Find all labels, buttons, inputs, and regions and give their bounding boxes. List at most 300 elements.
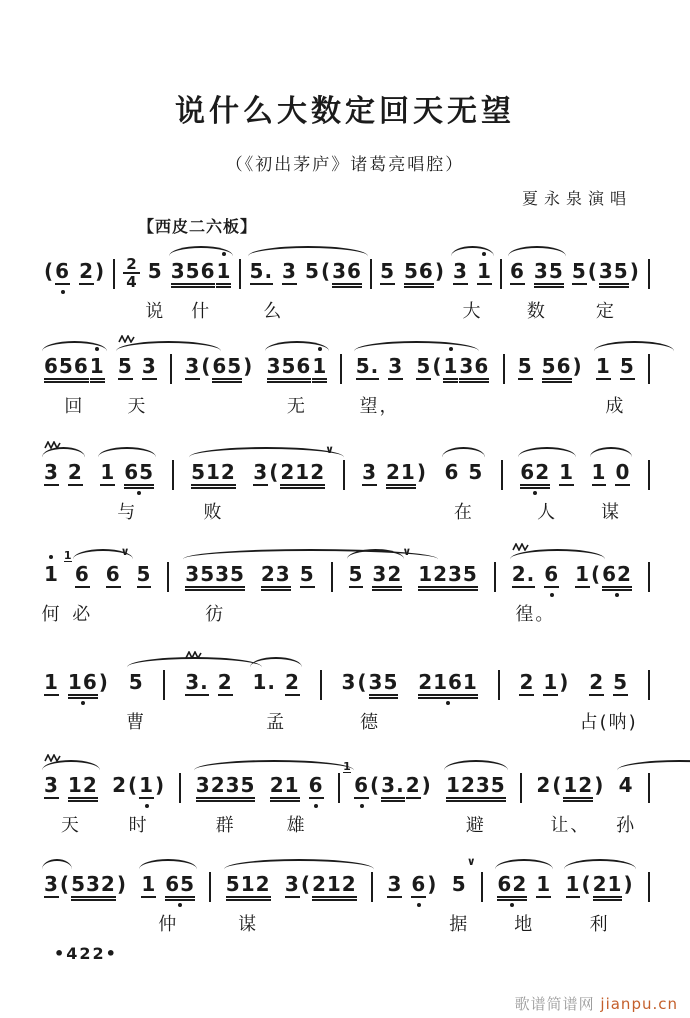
note-part: 62 <box>497 872 527 898</box>
note-group <box>105 545 130 588</box>
lyric: 成 <box>605 396 626 417</box>
lyric: 何 <box>41 604 62 625</box>
note-group <box>112 773 166 836</box>
lyric: 人 <box>537 502 558 523</box>
note-part: 1 <box>141 872 157 896</box>
slur-arc <box>564 859 636 871</box>
beam-line <box>270 800 300 802</box>
beam-line <box>196 800 256 802</box>
note-group <box>185 354 253 380</box>
note-group <box>185 670 232 696</box>
note-part: 3 <box>185 354 201 378</box>
barline <box>498 670 500 700</box>
slur-arc <box>98 447 156 459</box>
barline <box>340 354 342 384</box>
note-part: 5 <box>613 670 629 694</box>
note-part: 1 <box>90 354 105 380</box>
barline <box>503 354 505 384</box>
score-line <box>44 338 650 417</box>
note-part: 5 <box>517 354 533 378</box>
note-part: 1 <box>565 872 581 896</box>
note-group <box>261 562 315 588</box>
mordent-ornament-icon <box>512 543 530 551</box>
note-part: 1 <box>139 773 154 799</box>
lyric: 败 <box>203 502 224 523</box>
note-group <box>341 670 399 733</box>
beam-line <box>68 697 98 699</box>
note-group <box>511 562 560 625</box>
slur-arc <box>594 341 674 353</box>
note-part: 3. <box>381 773 405 799</box>
barline <box>320 670 322 700</box>
note-part: ) <box>94 259 106 283</box>
note-part: ) <box>416 460 427 484</box>
score-line <box>44 757 650 836</box>
lyric: 定 <box>595 301 616 322</box>
note-part: ( <box>269 460 280 484</box>
note-part: 1235 <box>418 562 478 588</box>
note-part: 6 <box>354 773 369 799</box>
score-line <box>44 855 650 935</box>
note-group <box>387 872 437 898</box>
note-part: 356 <box>171 259 216 285</box>
note-part: 3 <box>44 460 59 484</box>
lyric: 时 <box>128 815 149 836</box>
song-subtitle: （《初出茅庐》诸葛亮唱腔） <box>225 155 465 175</box>
note-part: 21 <box>270 773 300 799</box>
score-line <box>41 545 650 625</box>
beam-line <box>404 286 434 288</box>
note-group <box>285 872 357 898</box>
note-part: ( <box>581 872 592 896</box>
note-part: 6 <box>510 259 525 283</box>
barline <box>520 773 522 803</box>
watermark-site-name: 歌谱简谱网 <box>514 995 595 1013</box>
note-part: 5 <box>416 354 432 378</box>
note-group <box>510 259 564 322</box>
octave-dot-below <box>510 903 514 907</box>
note-part: 1. <box>252 670 276 694</box>
note-part: ) <box>629 259 640 283</box>
barline <box>331 562 333 592</box>
note-part: 3 <box>141 354 157 378</box>
octave-dot-below <box>61 290 65 294</box>
watermark-domain: jianpu.cn <box>600 995 678 1013</box>
note-part: 1 <box>536 872 552 896</box>
barline <box>209 872 211 902</box>
octave-dot-below <box>417 903 421 907</box>
barline <box>648 670 650 700</box>
breath-mark-icon: ∨ <box>466 855 476 868</box>
note-part: 2. <box>511 562 536 586</box>
breath-mark-icon: ∨ <box>325 443 335 456</box>
note-group <box>591 460 631 523</box>
beam-line <box>165 899 195 901</box>
note-part: 12 <box>563 773 593 799</box>
slur-arc <box>248 246 368 258</box>
lyric: 德 <box>359 712 380 733</box>
note-part: 212 <box>312 872 357 898</box>
octave-dot-below <box>81 701 85 705</box>
beam-line <box>280 487 325 489</box>
note-part: 56 <box>404 259 434 285</box>
note-part: 3 <box>284 872 300 896</box>
note-part: ) <box>572 354 583 378</box>
note-group <box>44 872 127 898</box>
time-numerator: 2 <box>123 257 139 274</box>
lyric: 孟 <box>266 712 287 733</box>
slur-arc <box>250 657 301 669</box>
note-group <box>44 670 109 696</box>
tune-type-banner: 【西皮二六板】 <box>138 217 258 236</box>
octave-dot-below <box>178 903 182 907</box>
barline <box>172 460 174 490</box>
lyric: 彷 <box>205 604 226 625</box>
beam-line <box>563 800 593 802</box>
beam-line <box>185 589 245 591</box>
note-part: 35 <box>534 259 564 285</box>
note-part: 2161 <box>418 670 478 696</box>
note-group <box>343 760 432 799</box>
note-group <box>44 460 83 486</box>
beam-line <box>216 286 231 288</box>
beam-line <box>312 381 327 383</box>
note-part: 65 <box>124 460 154 486</box>
octave-dot-below <box>446 701 450 705</box>
song-title: 说什么大数定回天无望 <box>175 94 515 129</box>
slur-arc <box>42 859 72 871</box>
slur-arc <box>194 760 354 772</box>
note-part: 212 <box>280 460 325 486</box>
lyric: 数 <box>526 301 547 322</box>
note-part: 65 <box>165 872 195 898</box>
note-part: 6 <box>411 872 426 898</box>
lyric: 雄 <box>286 815 307 836</box>
octave-dot-above <box>482 252 486 256</box>
beam-line <box>386 487 416 489</box>
note-part: 3235 <box>196 773 256 799</box>
note-part: ) <box>427 872 438 896</box>
beam-line <box>418 697 478 699</box>
octave-dot-below <box>615 593 619 597</box>
slur-arc <box>495 859 553 871</box>
note-part: 1 <box>44 562 59 586</box>
lyric: 徨。 <box>515 604 556 625</box>
beam-line <box>191 487 236 489</box>
note-part: 1 <box>100 460 116 484</box>
note-part: 3 <box>341 670 357 694</box>
note-part: 1 <box>44 670 59 694</box>
note-part: 5 <box>451 872 467 896</box>
slur-arc <box>518 447 576 459</box>
lyric: 望， <box>359 396 400 417</box>
note-group <box>252 670 300 733</box>
note-part: 2 <box>217 670 233 694</box>
note-part: 1 <box>543 670 559 694</box>
note-part: 65 <box>212 354 242 380</box>
barline <box>648 773 650 803</box>
note-part: 36 <box>459 354 489 380</box>
note-group <box>269 773 324 836</box>
lyric: 天 <box>60 815 81 836</box>
note-part: 5 <box>147 259 163 283</box>
note-part: 2 <box>519 670 535 694</box>
note-part: ) <box>116 872 127 896</box>
note-part: 2 <box>284 670 300 694</box>
barline <box>239 259 241 289</box>
slur-arc <box>139 859 197 871</box>
note-part: 35 <box>369 670 399 696</box>
beam-line <box>443 381 458 383</box>
note-part: 3 <box>387 872 403 896</box>
score-line <box>44 654 650 733</box>
lyric: 利 <box>589 914 610 935</box>
note-part: 1235 <box>446 773 506 799</box>
note-part: 3 <box>44 872 59 896</box>
note-part: ( <box>127 773 139 797</box>
octave-dot-above <box>95 347 99 351</box>
note-part: 3 <box>362 460 377 484</box>
note-group <box>453 259 492 322</box>
note-group <box>145 259 166 322</box>
note-group <box>616 773 637 836</box>
lyric: 大 <box>462 301 483 322</box>
beam-line <box>44 381 89 383</box>
beam-line <box>124 487 154 489</box>
note-group <box>137 562 152 588</box>
note-group <box>362 460 427 486</box>
note-part: 2 <box>112 773 127 797</box>
note-part: 6 <box>544 562 559 588</box>
score-line <box>44 443 650 523</box>
octave-dot-below <box>137 491 141 495</box>
note-part: 62 <box>520 460 550 486</box>
beam-line <box>542 381 572 383</box>
lyric: 什 <box>191 301 212 322</box>
note-part: ( <box>59 872 71 896</box>
note-group <box>446 773 506 836</box>
slur-arc <box>354 341 479 353</box>
note-part: 5 <box>117 354 133 378</box>
grace-note: 1 <box>343 760 351 773</box>
note-part: 1 <box>595 354 611 378</box>
beam-line <box>68 800 98 802</box>
note-part: 3. <box>185 670 209 694</box>
note-part: 3 <box>453 259 468 283</box>
note-part: 6 <box>105 562 121 586</box>
performer-credit: 夏永泉演唱 <box>521 189 632 208</box>
barline <box>494 562 496 592</box>
time-denominator: 4 <box>126 273 137 291</box>
beam-line <box>459 381 489 383</box>
beam-line <box>332 286 362 288</box>
barline <box>648 460 650 490</box>
barline <box>648 872 650 902</box>
note-part: 5 <box>305 259 320 283</box>
beam-line <box>599 286 629 288</box>
barline <box>648 354 650 384</box>
barline <box>343 460 345 490</box>
slur-arc <box>189 447 344 459</box>
note-group <box>355 354 404 417</box>
octave-dot-above <box>318 347 322 351</box>
note-group <box>44 773 98 836</box>
note-group <box>266 354 328 417</box>
note-group <box>416 354 489 380</box>
note-group <box>100 460 155 523</box>
note-part: ) <box>559 670 570 694</box>
note-part: 16 <box>68 670 98 696</box>
note-group <box>579 670 638 733</box>
note-part: 1 <box>477 259 492 285</box>
note-group <box>536 773 605 836</box>
note-part: ( <box>370 773 381 797</box>
lyric: 天 <box>127 396 148 417</box>
beam-line <box>267 381 312 383</box>
lyric: 谋 <box>600 502 621 523</box>
page-number: •422• <box>54 944 118 963</box>
note-group <box>44 259 105 285</box>
note-part: 5 <box>136 562 152 586</box>
note-part: 656 <box>44 354 89 380</box>
barline <box>113 259 115 289</box>
mordent-ornament-icon <box>44 441 62 449</box>
note-part: 5 <box>571 259 587 283</box>
barline <box>648 259 650 289</box>
beam-line <box>497 899 527 901</box>
note-part: ) <box>434 259 445 283</box>
note-part: 2 <box>405 773 421 797</box>
note-group <box>348 545 412 588</box>
note-part: ( <box>432 354 443 378</box>
beam-line <box>212 381 242 383</box>
note-group <box>170 259 232 322</box>
note-part: 21 <box>593 872 623 898</box>
note-part: ) <box>98 670 109 694</box>
note-group <box>595 354 635 417</box>
note-group <box>63 549 93 625</box>
lyric: 避 <box>465 815 486 836</box>
slur-arc <box>590 447 633 459</box>
note-group <box>117 354 157 417</box>
beam-line <box>171 286 216 288</box>
octave-dot-below <box>550 593 554 597</box>
lyric: 必 <box>72 604 93 625</box>
barline <box>170 354 172 384</box>
note-part: 21 <box>386 460 416 486</box>
lyric: 仲 <box>158 914 179 935</box>
note-part: 1 <box>216 259 231 285</box>
note-part: 35 <box>599 259 629 285</box>
note-part: 512 <box>191 460 236 486</box>
barline <box>338 773 340 803</box>
beam-line <box>602 589 632 591</box>
note-part: 6 <box>74 562 90 586</box>
note-part: ( <box>44 259 55 283</box>
slur-arc <box>224 859 374 871</box>
slur-arc <box>508 246 566 258</box>
lyric: 回 <box>64 396 85 417</box>
note-group <box>195 773 256 836</box>
note-part: 532 <box>71 872 116 898</box>
note-part: 12 <box>68 773 98 799</box>
note-part: ) <box>623 872 634 896</box>
lyric: 谋 <box>238 914 259 935</box>
note-part: 356 <box>267 354 312 380</box>
lyric: 孙 <box>616 815 637 836</box>
note-part: 6 <box>55 259 70 285</box>
barline <box>501 460 503 490</box>
note-group <box>575 562 632 588</box>
breath-mark-icon: ∨ <box>402 545 412 558</box>
note-group <box>497 872 552 935</box>
note-group <box>253 443 335 486</box>
octave-dot-above <box>449 347 453 351</box>
note-part: 6 <box>309 773 324 799</box>
breath-mark-icon: ∨ <box>120 545 130 558</box>
note-part: ( <box>587 259 598 283</box>
note-part: ) <box>421 773 432 797</box>
note-part: 1 <box>312 354 327 380</box>
lyric: 么 <box>263 301 284 322</box>
note-part: 5 <box>128 670 144 694</box>
mordent-ornament-icon <box>44 754 62 762</box>
note-group <box>126 670 147 733</box>
lyric: 无 <box>286 396 307 417</box>
beam-line <box>261 589 291 591</box>
slur-arc <box>442 447 485 459</box>
grace-note: 1 <box>63 549 72 562</box>
octave-dot-below <box>314 804 318 808</box>
lyric: 据 <box>449 914 470 935</box>
note-group <box>141 872 196 935</box>
beam-line <box>369 697 399 699</box>
octave-dot-below <box>145 804 149 808</box>
note-part: 5. <box>249 259 274 283</box>
barline <box>163 670 165 700</box>
note-group <box>520 460 575 523</box>
barline <box>371 872 373 902</box>
score-line <box>44 243 650 322</box>
note-part: 2 <box>589 670 605 694</box>
note-part: 5 <box>348 562 364 586</box>
beam-line <box>381 800 405 802</box>
note-part: 36 <box>332 259 362 285</box>
note-part: ) <box>594 773 605 797</box>
note-part: 5. <box>355 354 380 378</box>
lyric: 与 <box>117 502 138 523</box>
note-part: 0 <box>615 460 631 484</box>
note-part: 5 <box>619 354 635 378</box>
barline <box>500 259 502 289</box>
mordent-ornament-icon <box>185 651 203 659</box>
note-part: 23 <box>261 562 291 588</box>
note-group <box>519 670 569 696</box>
barline <box>481 872 483 902</box>
time-signature <box>123 257 139 289</box>
note-part: 1 <box>591 460 607 484</box>
note-part: 1 <box>443 354 458 380</box>
slur-arc <box>617 760 690 772</box>
note-group <box>565 872 634 935</box>
beam-line <box>593 899 623 901</box>
note-part: 56 <box>542 354 572 380</box>
barline <box>179 773 181 803</box>
note-group <box>225 872 271 935</box>
lyric: 让、 <box>550 815 591 836</box>
note-part: 2 <box>67 460 83 484</box>
barline <box>167 562 169 592</box>
